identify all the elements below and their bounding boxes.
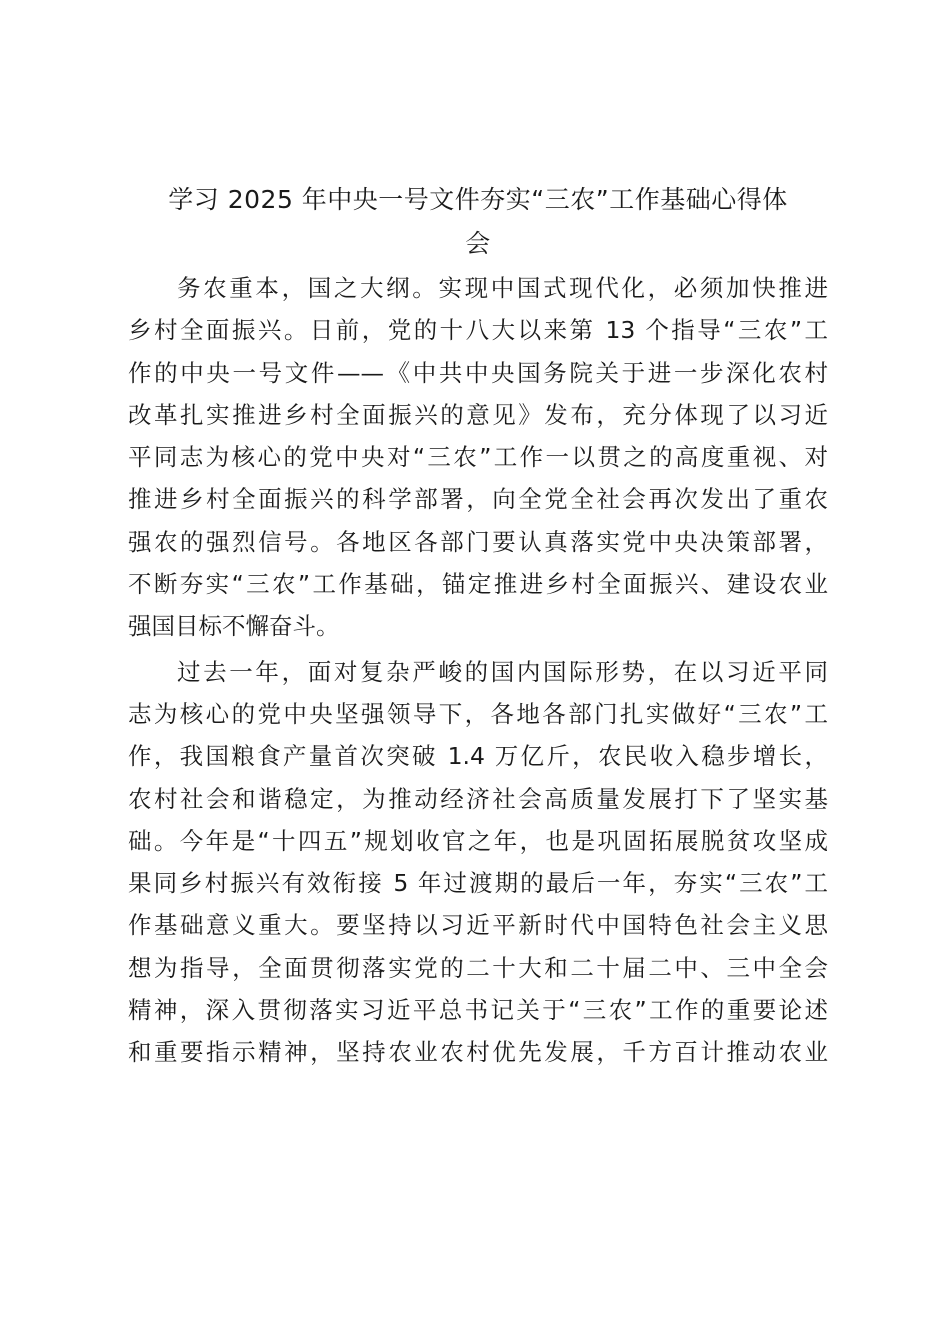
paragraph-line: 乡村全面振兴。日前，党的十八大以来第 13 个指导“三农”工: [128, 316, 828, 345]
paragraph-line: 和重要指示精神，坚持农业农村优先发展，千方百计推动农业: [128, 1038, 828, 1067]
paragraph-line: 果同乡村振兴有效衔接 5 年过渡期的最后一年，夯实“三农”工: [128, 869, 828, 898]
paragraph-2: [128, 651, 828, 1074]
paragraph-line: 作基础意义重大。要坚持以习近平新时代中国特色社会主义思: [128, 911, 828, 940]
title-line: 会: [465, 229, 491, 258]
paragraph-line: 务农重本，国之大纲。实现中国式现代化，必须加快推进: [177, 274, 828, 302]
paragraph-line: 精神，深入贯彻落实习近平总书记关于“三农”工作的重要论述: [128, 996, 828, 1025]
paragraph-1: [128, 267, 828, 648]
paragraph-line: 过去一年，面对复杂严峻的国内国际形势，在以习近平同: [177, 657, 828, 686]
paragraph-line: 想为指导，全面贯彻落实党的二十大和二十届二中、三中全会: [128, 953, 828, 982]
document-title: [128, 178, 828, 266]
paragraph-line: 作，我国粮食产量首次突破 1.4 万亿斤，农民收入稳步增长，: [128, 742, 828, 771]
paragraph-line: 作的中央一号文件——《中共中央国务院关于进一步深化农村: [128, 358, 828, 387]
paragraph-line: 础。今年是“十四五”规划收官之年，也是巩固拓展脱贫攻坚成: [128, 826, 828, 855]
paragraph-line: 不断夯实“三农”工作基础，锚定推进乡村全面振兴、建设农业: [128, 570, 828, 599]
paragraph-line: 推进乡村全面振兴的科学部署，向全党全社会再次发出了重农: [128, 485, 828, 514]
paragraph-line: 农村社会和谐稳定，为推动经济社会高质量发展打下了坚实基: [128, 784, 828, 813]
paragraph-line: 改革扎实推进乡村全面振兴的意见》发布，充分体现了以习近: [128, 400, 828, 429]
document-body: [128, 178, 828, 1074]
paragraph-line: 强农的强烈信号。各地区各部门要认真落实党中央决策部署，: [128, 527, 828, 556]
paragraph-line: 志为核心的党中央坚强领导下，各地各部门扎实做好“三农”工: [128, 699, 828, 728]
paragraph-line: 强国目标不懈奋斗。: [128, 612, 340, 641]
title-line: 学习 2025 年中央一号文件夯实“三农”工作基础心得体: [168, 185, 788, 214]
paragraph-line: 平同志为核心的党中央对“三农”工作一以贯之的高度重视、对: [128, 443, 828, 472]
